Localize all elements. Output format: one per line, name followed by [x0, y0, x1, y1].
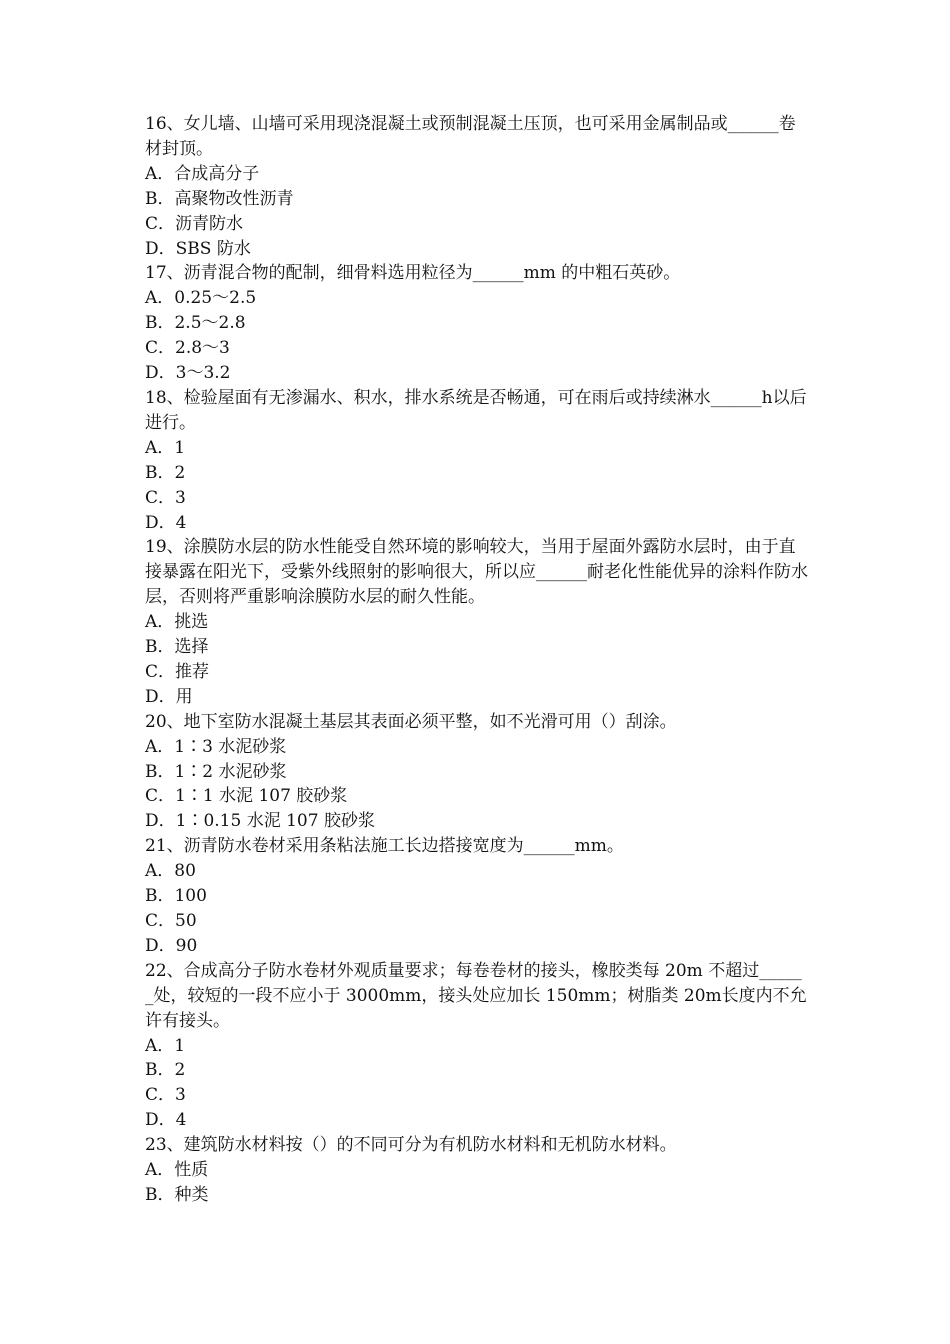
option-a: A．1 [145, 1035, 186, 1056]
option-c: C．推荐 [145, 661, 210, 682]
question-text: 21、沥青防水卷材采用条粘法施工长边搭接宽度为______mm。 [145, 836, 624, 857]
option-b: B．高聚物改性沥青 [145, 188, 294, 209]
question-17 [145, 261, 810, 386]
question-text: 17、沥青混合物的配制，细骨料选用粒径为______mm 的中粗石英砂。 [145, 263, 681, 284]
option-b: B．2 [145, 1060, 186, 1081]
option-d: D．1∶0.15 水泥 107 胶砂浆 [145, 811, 375, 832]
question-23 [145, 1133, 810, 1208]
option-b: B．种类 [145, 1184, 209, 1205]
option-d: D．90 [145, 935, 198, 956]
question-21 [145, 834, 810, 959]
question-text: 18、检验屋面有无渗漏水、积水，排水系统是否畅通，可在雨后或持续淋水______h以后进行。 [145, 387, 807, 433]
option-d: D．4 [145, 1110, 187, 1131]
option-b: B．100 [145, 886, 207, 907]
question-list [145, 112, 810, 1208]
option-a: A．1 [145, 437, 186, 458]
question-20 [145, 710, 810, 835]
question-text: 19、涂膜防水层的防水性能受自然环境的影响较大，当用于屋面外露防水层时，由于直接暴露在阳光下，受紫外线照射的影响很大，所以应______耐老化性能优异的涂料作防水层，否则将严重影响涂膜防水层的耐久性能。 [145, 537, 808, 608]
option-d: D．SBS 防水 [145, 238, 251, 259]
option-a: A．0.25～2.5 [145, 288, 257, 309]
question-text: 23、建筑防水材料按（）的不同可分为有机防水材料和无机防水材料。 [145, 1135, 677, 1156]
question-16 [145, 112, 810, 261]
question-text: 20、地下室防水混凝土基层其表面必须平整，如不光滑可用（）刮涂。 [145, 711, 677, 732]
option-b: B．2 [145, 462, 186, 483]
option-a: A．1∶3 水泥砂浆 [145, 736, 287, 757]
option-c: C．沥青防水 [145, 213, 244, 234]
option-d: D．用 [145, 686, 193, 707]
option-b: B．2.5～2.8 [145, 313, 246, 334]
option-c: C．3 [145, 487, 186, 508]
option-b: B．选择 [145, 637, 209, 658]
option-c: C．50 [145, 911, 197, 931]
option-a: A．性质 [145, 1160, 209, 1181]
question-22 [145, 959, 810, 1133]
option-c: C．3 [145, 1085, 186, 1106]
question-text: 22、合成高分子防水卷材外观质量要求；每卷卷材的接头，橡胶类每 20m 不超过______处，较短的一段不应小于 3000mm，接头处应加长 150mm；树脂类 20m长度内不允许有接头。 [145, 960, 807, 1031]
option-a: A．合成高分子 [145, 163, 260, 184]
option-d: D．3～3.2 [145, 363, 231, 384]
option-b: B．1∶2 水泥砂浆 [145, 761, 287, 782]
option-d: D．4 [145, 512, 187, 533]
question-text: 16、女儿墙、山墙可采用现浇混凝土或预制混凝土压顶，也可采用金属制品或______卷材封顶。 [145, 114, 796, 159]
question-19 [145, 535, 810, 709]
option-a: A．80 [145, 861, 196, 882]
option-c: C．1∶1 水泥 107 胶砂浆 [145, 786, 348, 807]
option-c: C．2.8～3 [145, 338, 230, 359]
option-a: A．挑选 [145, 612, 209, 633]
question-18 [145, 386, 810, 535]
